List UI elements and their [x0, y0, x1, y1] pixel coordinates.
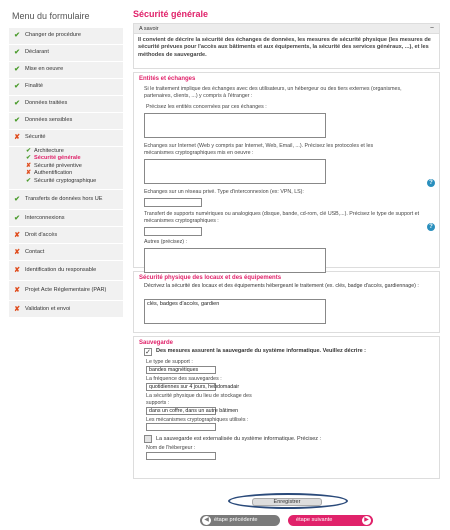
sidebar-item-mise-en-oeuvre[interactable]: [9, 62, 123, 79]
section-title: Sauvegarde: [139, 340, 174, 346]
reseau-prive-input[interactable]: [144, 198, 202, 207]
section-sauvegarde: [133, 336, 440, 479]
question-text: Décrivez la sécurité des locaux et des équipements hébergeant le traitement (ex. clés, badge d'accès, gardiennage) :: [144, 283, 419, 289]
sidebar-item-label: Interconnexions: [25, 214, 65, 221]
question-text: Echanges sur Internet (Web y compris par Internet, Web, Email, ...). Précisez les protocoles et les mécanismes cryptographiques mis en oeuvre :: [144, 142, 374, 156]
field-label: Les mécanismes cryptographiques utilisés :: [146, 416, 249, 423]
internet-textarea[interactable]: [144, 159, 326, 184]
sidebar-item-label: Données sensibles: [25, 117, 73, 124]
sidebar-item-label: Sécurité: [25, 134, 46, 141]
sidebar-item-label: Identification du responsable: [25, 267, 97, 274]
menu-title: Menu du formulaire: [12, 11, 90, 21]
question-text: Si le traitement implique des échanges avec des utilisateurs, un hébergeur ou des tiers externes (organismes, partenaires, clients, ...) y compris à l'étranger :: [144, 86, 402, 99]
submenu-item-label: Sécurité générale: [34, 155, 81, 162]
section-title: Entités et échanges: [139, 76, 196, 82]
sidebar-item-label: Données traitées: [25, 100, 68, 107]
sidebar-item-label: Projet Acte Réglementaire (PAR): [25, 287, 107, 294]
sidebar-item-interconnexions[interactable]: [9, 210, 123, 227]
checkbox-label: Des mesures assurent la sauvegarde du système informatique. Veuillez décrire :: [156, 348, 367, 355]
a-savoir-label: A savoir: [139, 26, 159, 32]
entites-textarea[interactable]: [144, 113, 326, 138]
autres-textarea[interactable]: [144, 248, 326, 273]
field-label: La fréquence des sauvegardes :: [146, 375, 222, 382]
question-text: Transfert de supports numériques ou analogiques (disque, bande, cd-rom, clé USB,...). Précisez le type de support et mécanismes cryptographiques :: [144, 210, 420, 224]
next-step-button[interactable]: [288, 515, 373, 526]
submenu-item-securite-generale[interactable]: [25, 155, 119, 163]
question-text: Echanges sur un réseau privé. Type d'interconnexion (ex: VPN, LS):: [144, 188, 304, 195]
sidebar-item-label: Contact: [25, 248, 45, 255]
section-physique: [133, 271, 440, 333]
sidebar-item-label: Changer de procédure: [25, 32, 81, 39]
check-icon: ✔: [14, 32, 20, 40]
submenu-item-authentification[interactable]: [25, 170, 119, 178]
check-icon: ✔: [14, 214, 20, 222]
sidebar-item-label: Déclarant: [25, 49, 49, 56]
sauvegarde-checkbox[interactable]: ✓: [145, 349, 151, 356]
sauvegarde-checkbox-row: [134, 348, 439, 356]
field-label: La sécurité physique du lieu de stockage des supports :: [146, 392, 252, 406]
cross-icon: ✘: [25, 162, 32, 169]
form-menu: [9, 9, 123, 318]
help-icon[interactable]: ?: [427, 223, 435, 231]
arrow-right-icon: ▶: [362, 516, 371, 525]
sidebar-item-identification-du-responsable[interactable]: [9, 261, 123, 281]
check-icon: ✔: [14, 83, 20, 91]
help-icon[interactable]: ?: [427, 179, 435, 187]
field-label: Le type de support :: [146, 359, 193, 365]
crypto-input[interactable]: [146, 423, 216, 431]
check-icon: ✔: [25, 155, 32, 162]
sidebar-item-donnees-traitees[interactable]: [9, 96, 123, 113]
externalisation-checkbox[interactable]: [144, 435, 152, 443]
main-content: [133, 9, 440, 479]
check-icon: ✔: [14, 117, 20, 125]
page-title: Sécurité générale: [133, 9, 209, 19]
check-icon: ✔: [14, 100, 20, 108]
submenu-item-label: Authentification: [34, 170, 73, 177]
cross-icon: ✘: [14, 134, 20, 142]
cross-icon: ✘: [25, 170, 32, 177]
submenu-item-label: Architecture: [34, 147, 64, 154]
field-label: Nom de l'hébergeur :: [146, 445, 196, 452]
sidebar-item-label: Finalité: [25, 83, 44, 90]
check-icon: ✔: [14, 66, 20, 74]
menu-list: [9, 28, 123, 319]
submenu-item-label: Sécurité cryptographique: [34, 177, 97, 184]
sidebar-item-donnees-sensibles[interactable]: [9, 113, 123, 130]
sidebar-item-label: Transferts de données hors UE: [25, 196, 103, 203]
previous-step-label: étape précédente: [214, 517, 258, 523]
sidebar-item-label: Validation et envoi: [25, 305, 71, 312]
sidebar-item-validation-et-envoi[interactable]: [9, 301, 123, 318]
security-submenu: [9, 147, 123, 191]
type-support-input[interactable]: bandes magnétiques: [146, 366, 216, 374]
sidebar-item-transferts-de-donnees-hors-ue[interactable]: [9, 190, 123, 210]
submenu-item-architecture[interactable]: [25, 148, 119, 156]
question-text: Autres (précisez) :: [144, 238, 187, 245]
sidebar-item-droit-d-acces[interactable]: [9, 227, 123, 244]
section-title: Sécurité physique des locaux et des équipements: [139, 275, 282, 281]
submenu-item-securite-preventive[interactable]: [25, 163, 119, 171]
register-button[interactable]: Enregistrer: [252, 498, 322, 506]
frequence-input[interactable]: quotidiennes sur 4 jours, hebdomadair: [146, 383, 216, 391]
cross-icon: ✘: [14, 305, 20, 313]
securite-physique-textarea[interactable]: clés, badges d'accès, gardien: [144, 299, 326, 324]
submenu-item-label: Sécurité préventive: [34, 162, 82, 169]
previous-step-button[interactable]: [200, 515, 280, 526]
sidebar-item-securite[interactable]: [9, 130, 123, 147]
check-icon: ✔: [25, 147, 32, 154]
stockage-input[interactable]: dans un coffre, dans un autre bâtimen: [146, 407, 216, 415]
sidebar-item-contact[interactable]: [9, 244, 123, 261]
sidebar-item-projet-acte-reglementaire-par[interactable]: [9, 281, 123, 301]
collapse-icon[interactable]: −: [429, 25, 434, 32]
hebergeur-input[interactable]: [146, 452, 216, 460]
check-icon: ✔: [25, 177, 32, 184]
submenu-item-securite-cryptographique[interactable]: [25, 178, 119, 186]
sidebar-item-finalite[interactable]: [9, 79, 123, 96]
sidebar-item-declarant[interactable]: [9, 45, 123, 62]
checkbox-label: La sauvegarde est externalisée du système informatique. Précisez :: [156, 435, 322, 442]
cross-icon: ✘: [14, 287, 20, 295]
arrow-left-icon: ◀: [202, 516, 211, 525]
section-entites: [133, 72, 440, 268]
question-text: Précisez les entités concernées par ces échanges :: [146, 104, 267, 110]
check-icon: ✔: [14, 196, 20, 204]
next-step-label: étape suivante: [296, 517, 333, 523]
sidebar-item-label: Mise en oeuvre: [25, 66, 64, 73]
register-highlight: [228, 493, 348, 509]
cross-icon: ✘: [14, 248, 20, 256]
cross-icon: ✘: [14, 231, 20, 239]
sidebar-item-label: Droit d'accès: [25, 231, 58, 238]
check-icon: ✔: [14, 49, 20, 57]
cross-icon: ✘: [14, 267, 20, 275]
sidebar-item-changer-de-procedure[interactable]: [9, 28, 123, 45]
a-savoir-toggle[interactable]: [133, 23, 440, 34]
externalisation-checkbox-row: [134, 435, 439, 443]
intro-text: Il convient de décrire la sécurité des échanges de données, les mesures de sécurité physique (les mesures de sécurité prévues pour l'accès aux bâtiments et aux équipements, la sécurité des services généraux, ...), et les méthodes de sauvegarde.: [133, 34, 440, 69]
transfert-support-input[interactable]: [144, 227, 202, 236]
